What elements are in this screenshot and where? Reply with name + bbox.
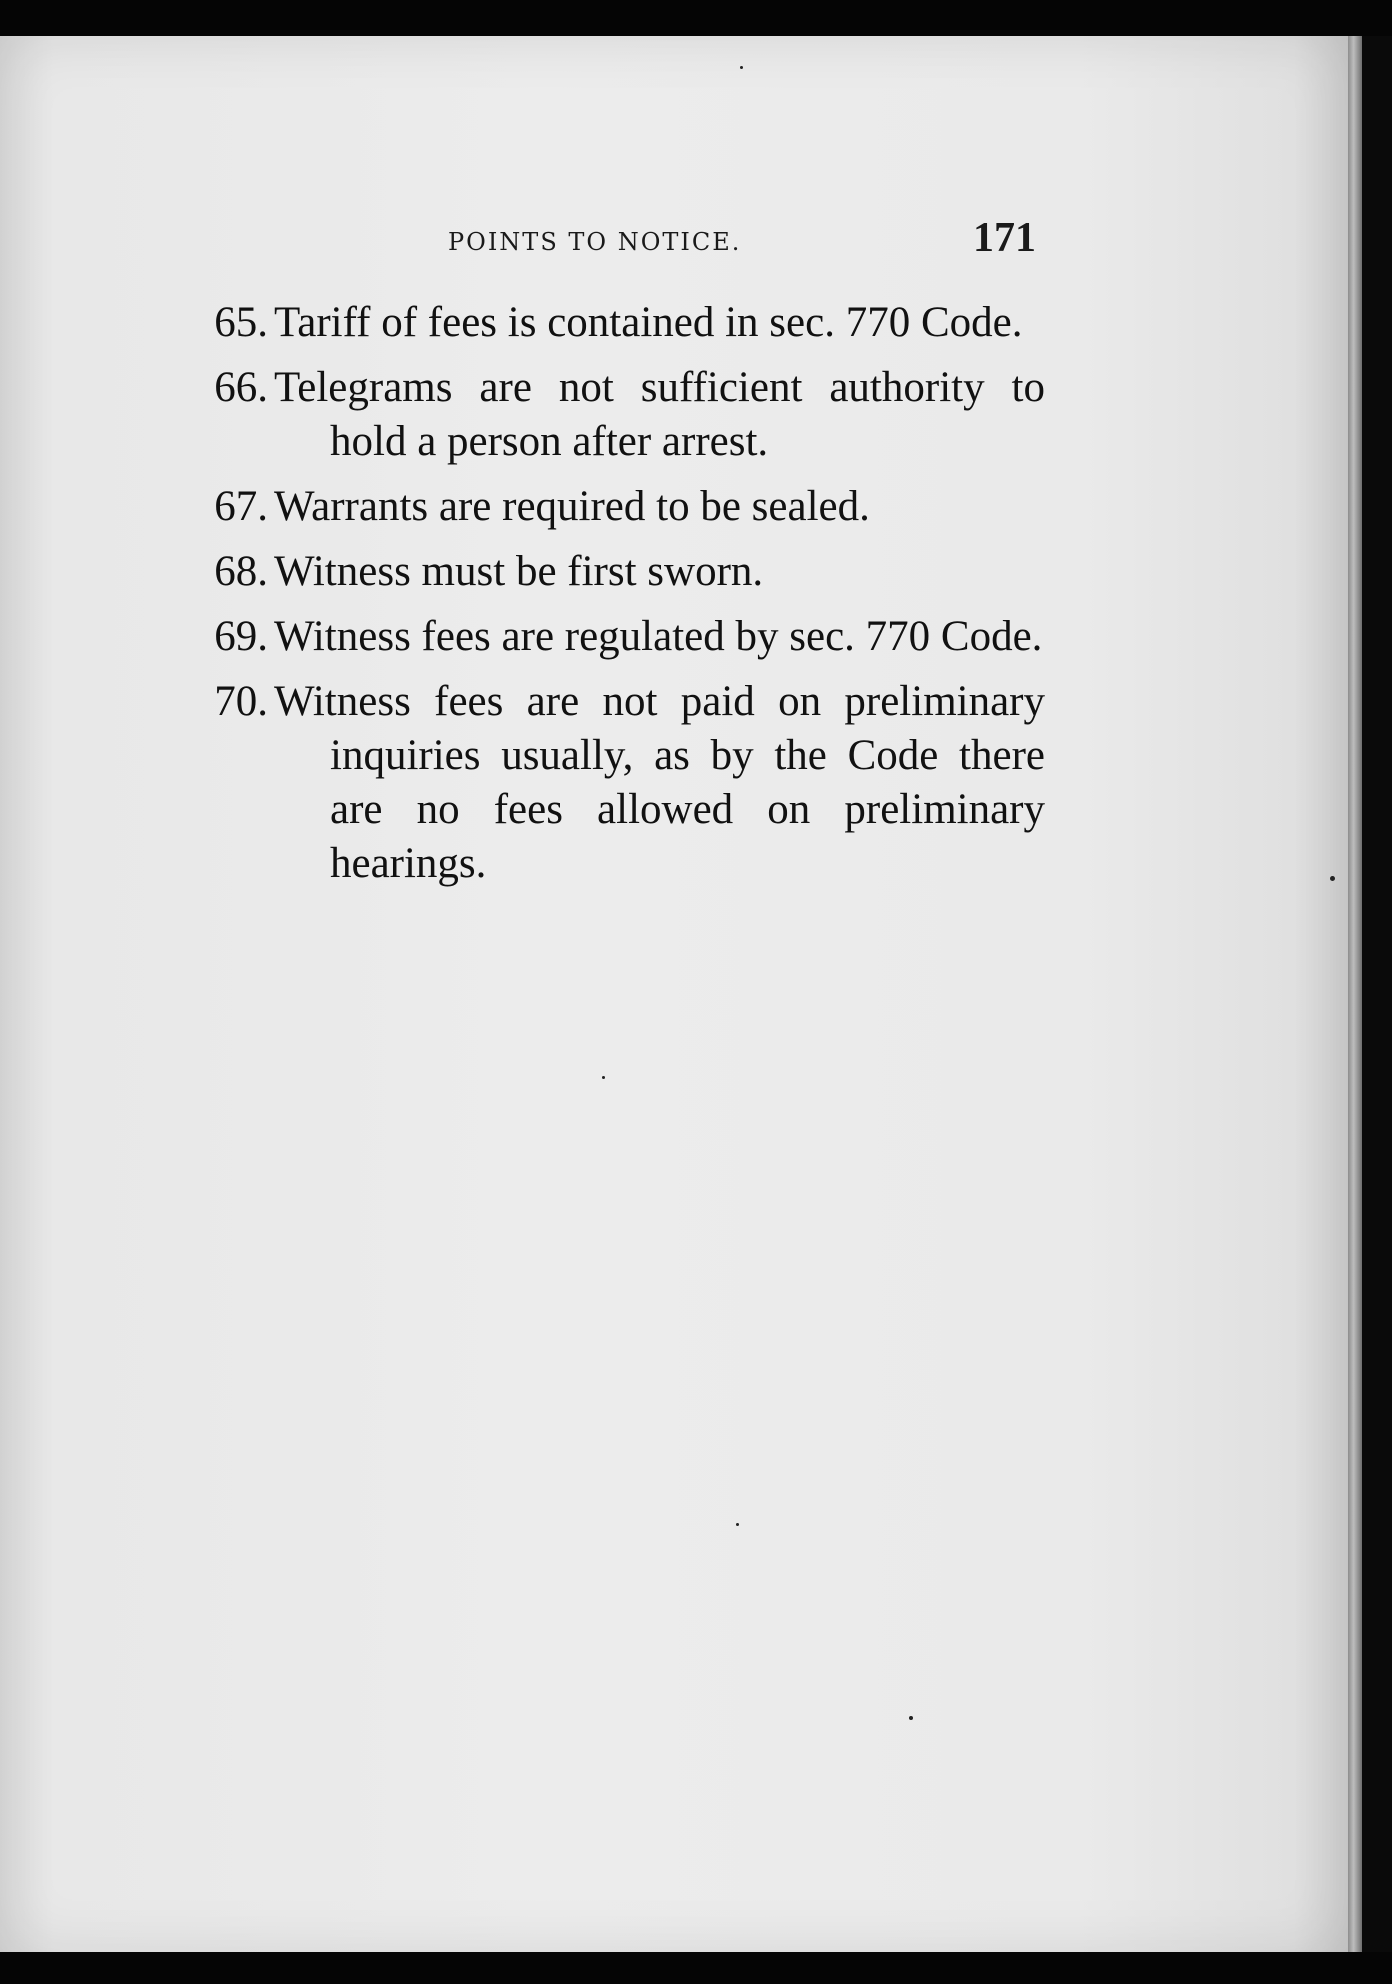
list-item (190, 610, 1045, 664)
list-item (190, 675, 1045, 891)
point-number: 69. (214, 613, 268, 660)
point-number: 66. (214, 364, 268, 411)
scan-border-right (1362, 36, 1392, 1952)
point-number: 65. (214, 299, 268, 346)
dust-speck (909, 1716, 913, 1720)
point-number: 70. (214, 678, 268, 725)
list-item (190, 480, 1045, 534)
dust-speck (602, 1076, 605, 1079)
list-item (190, 296, 1045, 350)
page-edge-shadow (1348, 36, 1362, 1952)
point-text: Witness fees are not paid on preliminary inquiries usually, as by the Code there are no fees allowed on preliminary hearings. (274, 678, 1045, 887)
point-text: Warrants are required to be sealed. (274, 483, 870, 530)
dust-speck (736, 1523, 739, 1526)
point-number: 68. (214, 548, 268, 595)
point-text: Tariff of fees is contained in sec. 770 Code. (274, 299, 1023, 346)
points-list (190, 296, 1045, 902)
running-head (190, 214, 1036, 274)
point-text: Witness fees are regulated by sec. 770 Code. (274, 613, 1043, 660)
list-item (190, 545, 1045, 599)
running-title: POINTS TO NOTICE. (448, 228, 742, 256)
point-text: Witness must be first sworn. (274, 548, 764, 595)
dust-speck (740, 66, 743, 69)
point-text: Telegrams are not sufficient authority to hold a person after arrest. (274, 364, 1045, 465)
dust-speck (1330, 876, 1335, 881)
list-item (190, 361, 1045, 469)
point-number: 67. (214, 483, 268, 530)
page-number: 171 (973, 215, 1036, 261)
